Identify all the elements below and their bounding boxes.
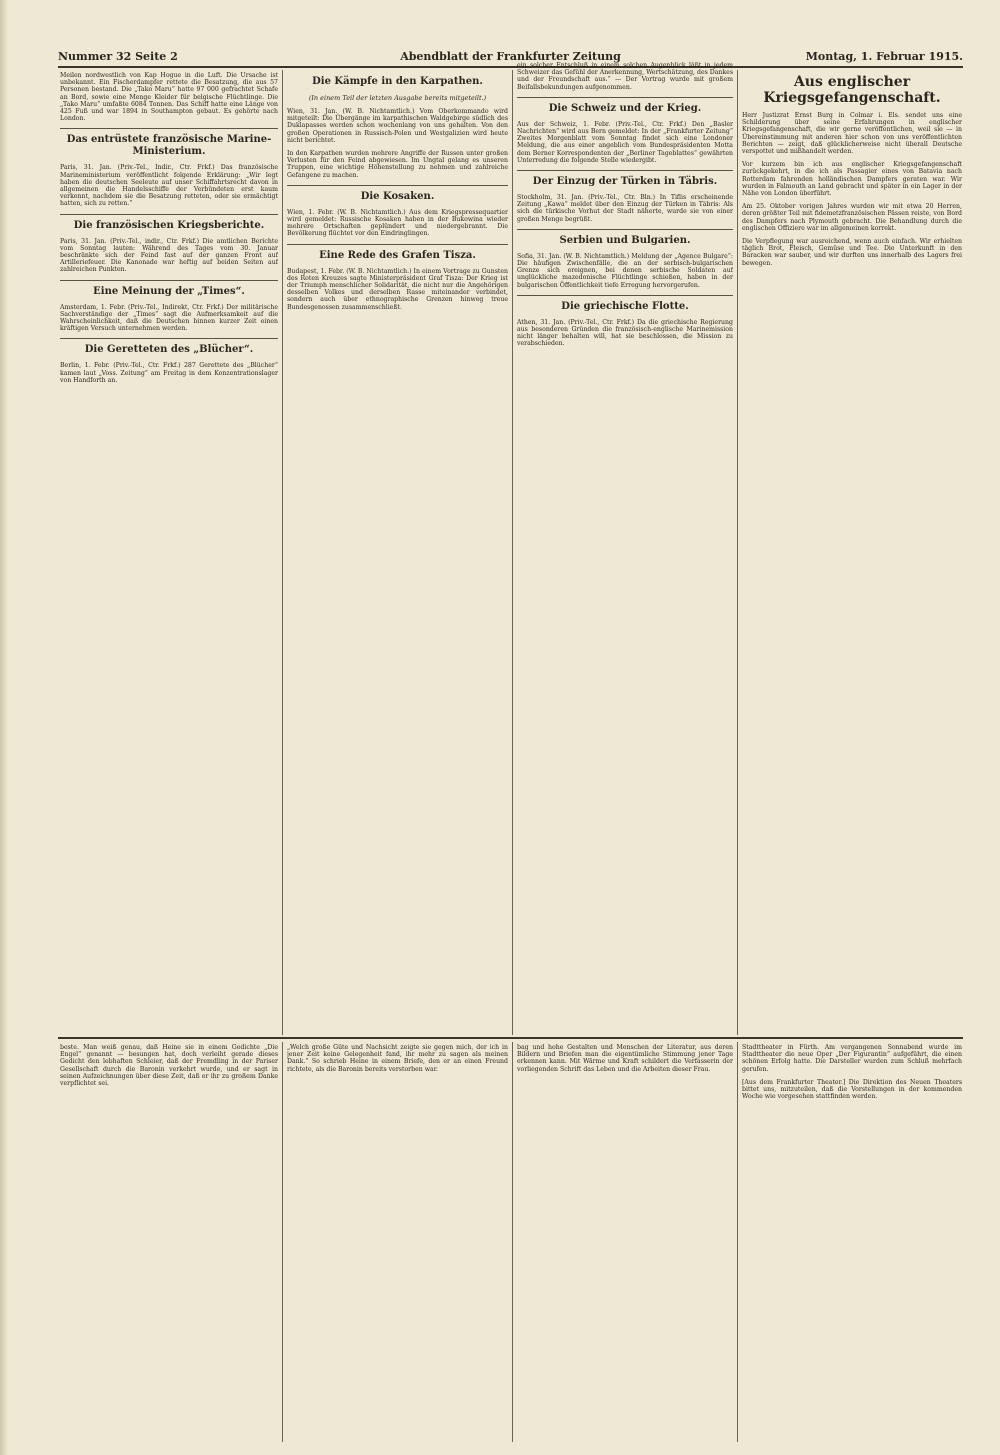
column-rule <box>737 70 738 1035</box>
feuilleton-column-2 <box>287 1044 508 1442</box>
column-1 <box>60 72 278 1034</box>
headline-schweiz: Die Schweiz und der Krieg. <box>548 102 702 114</box>
column-rule <box>512 70 513 1035</box>
newspaper-title: Abendblatt der Frankfurter Zeitung <box>400 50 621 63</box>
issue-date: Montag, 1. Februar 1915. <box>805 50 963 63</box>
headline-tisza: Eine Rede des Grafen Tisza. <box>319 249 476 261</box>
article-text: Paris, 31. Jan. (Priv.-Tel., Indir., Ctr. Frkf.) Das französische Marineministerium veröffentlicht folgende Erklärung: „Wir legt haben die deutschen Seeleute auf unser Schiffahrtsrecht davon in allgemeinen die Handelsschiffe der Verbündeten erst kaum verkennt, nachdem sie die Besatzung retteten, oder sie ermächtigt hatten, sich zu retten.“ <box>60 164 278 208</box>
feuilleton-text: [Aus dem Frankfurter Theater.] Die Direktion des Neuen Theaters bittet uns, mitzuteilen, daß die Vorstellungen in der kommenden Woche wie vorgesehen stattfinden werden. <box>742 1078 962 1101</box>
article-text: In den Karpathen wurden mehrere Angriffe der Russen unter großen Verlusten für den Feind abgewiesen. Im Ungtal gelang es unseren Truppen, eine wichtige Höhenstellung zu nehmen und zahlreiche Gefangene zu machen. <box>287 150 508 179</box>
feuilleton-text: bag und hohe Gestalten und Menschen der Literatur, aus deren Bildern und Briefen man die eigentümliche Stimmung jener Tage erkennen kann. Mit Wärme und Kraft schildert die Verfasserin der vorliegenden Schrift das Leben und die Arbeiten dieser Frau. <box>517 1044 733 1073</box>
article-text: Paris, 31. Jan. (Priv.-Tel., indir., Ctr. Frkf.) Die amtlichen Berichte vom Sonntag lauten: Während des Tages vom 30. Januar beschränkte sich der Feind fast auf der ganzen Front auf Artilleriefeuer. Die Kanonade war heftig auf beiden Seiten auf zahlreichen Punkten. <box>60 237 278 274</box>
column-3 <box>517 62 733 1034</box>
feuilleton-text: „Welch große Güte und Nachsicht zeigte sie gegen mich, der ich in jener Zeit keine Gelegenheit fand, ihr mehr zu sagen als meinen Dank.“ So schrieb Heine in einem Briefe, den er an einen Freund richtete, als die Baronin bereits verstorben war. <box>287 1044 508 1073</box>
article-continuation: Meilen nordwestlich von Kap Hogue in die Luft. Die Ursache ist unbekannt. Ein Fischerdampfer rettete die Besatzung, die aus 57 Personen bestand. Die „Tako Maru“ hatte 97 000 gefrachtet Schafe an Bord, sowie eine Menge Kleider für belgische Flüchtlinge. Die „Tako Maru“ umfaßte 6084 Tonnen. Das Schiff hatte eine Länge von 425 Fuß und war 1894 in Southampton gebaut. Es gehörte nach London. <box>60 72 278 123</box>
headline-marine-ministerium: Das entrüstete französische Marine-Ministerium. <box>66 134 272 158</box>
article-text: Wien, 1. Febr. (W. B. Nichtamtlich.) Aus dem Kriegspressequartier wird gemeldet: Russische Kosaken haben in der Bukowina wieder mehrere Ortschaften geplündert und niedergebrannt. Die Bevölkerung flüchtet vor den Eindringlingen. <box>287 208 508 238</box>
issue-number: Nummer 32 Seite 2 <box>58 50 178 63</box>
article-text: Stockholm, 31. Jan. (Priv.-Tel., Ctr. Bln.) In Tiflis erscheinende Zeitung „Kawa“ meldet über den Einzug der Türken in Täbris: Als sich die türkische Vorhut der Stadt näherte, wurde sie von einer großen Menge begrüßt. <box>517 194 733 223</box>
headline-kriegsberichte: Die französischen Kriegsberichte. <box>73 219 265 231</box>
article-text: Herr Justizrat Ernst Burg in Colmar i. Els. sendet uns eine Schilderung über seine Erfahrungen in englischer Kriegsgefangenschaft, die wir gerne veröffentlichen, weil sie — in Übereinstimmung mit anderen hier schon von uns veröffentlichten Berichten — zeigt, daß glücklicherweise nicht überall Deutsche verspottet und mißhandelt werden. <box>742 112 962 156</box>
feuilleton-column-3 <box>517 1044 733 1442</box>
headline-bluecher: Die Geretteten des „Blücher“. <box>84 344 254 356</box>
feuilleton-divider <box>58 1037 963 1039</box>
article-continuation: ein solcher Entschluß in einem solchen Augenblick läßt in jedem Schweizer das Gefühl der Anerkennung, Wertschätzung, des Dankes und der Freundschaft aus.“ — Der Vortrag wurde mit großem Beifallsbekundungen aufgenommen. <box>517 62 733 91</box>
page-fold-shadow <box>0 0 8 1455</box>
headline-times: Eine Meinung der „Times“. <box>93 285 245 297</box>
article-text: Wien, 31. Jan. (W. B. Nichtamtlich.) Vom Oberkommando wird mitgeteilt: Die Übergänge im karpathischen Waldgebirge südlich des Duklapasses werden schon wochenlang von uns gehalten. Von den großen Operationen in Russisch-Polen und Westgalizien wird heute nicht berichtet. <box>287 108 508 144</box>
article-text: Am 25. Oktober vorigen Jahres wurden wir mit etwa 20 Herren, deren größter Teil mit fidemetzfranzösischen Pässen reiste, von Bord des Dampfers nach Plymouth gebracht. Die Behandlung durch die englischen Offiziere war im allgemeinen korrekt. <box>742 203 962 232</box>
article-text: Berlin, 1. Febr. (Priv.-Tel., Ctr. Frkf.) 287 Gerettete des „Blücher“ kamen laut „Voss. Zeitung“ am Freitag in dem Konzentrationslager von Handforth an. <box>60 362 278 384</box>
article-text: Sofia, 31. Jan. (W. B. Nichtamtlich.) Meldung der „Agence Bulgare“: Die häufigen Zwischenfälle, die an der serbisch-bulgarischen Grenze sich ereignen, bei denen serbische Soldaten auf unglückliche mazedonische Flüchtlinge schießen, haben in der bulgarischen Öffentlichkeit tiefe Erregung hervorgerufen. <box>517 252 733 289</box>
feuilleton-text: Stadttheater in Fürth. Am vergangenen Sonnabend wurde im Stadttheater die neue Oper „Der Figurantin“ aufgeführt, die einen schönen Erfolg hatte. Die Darsteller wurden zum Schluß mehrfach gerufen. <box>742 1044 962 1073</box>
article-text: Die Verpflegung war ausreichend, wenn auch einfach. Wir erhielten täglich Brot, Fleisch, Gemüse und Tee. Die Unterkunft in den Baracken war sauber, und wir durften uns innerhalb des Lagers frei bewegen. <box>742 238 962 267</box>
feuilleton-column-4 <box>742 1044 962 1442</box>
feuilleton-text: beste. Man weiß genau, daß Heine sie in einem Gedichte „Die Engel“ genannt — besungen hat, doch verleiht gerade dieses Gedicht den lebhaften Schleier, daß der Fremdling in der Pariser Gesellschaft durch die Baronin verkehrt wurde, und er sagt in seinen Aufzeichnungen über diese Zeit, daß er ihr zu großem Danke verpflichtet sei. <box>60 1044 278 1088</box>
headline-kosaken: Die Kosaken. <box>360 190 435 202</box>
headline-karpathen: Die Kämpfe in den Karpathen. <box>312 76 483 87</box>
article-text: Athen, 31. Jan. (Priv.-Tel., Ctr. Frkf.) Da die griechische Regierung aus besonderen Gründen die französisch-englische Marinemission nicht länger behalten will, hat sie beschlossen, die Mission zu verabschieden. <box>517 318 733 348</box>
article-text: Budapest, 1. Febr. (W. B. Nichtamtlich.) In einem Vortrage zu Gunsten des Roten Kreuzes sagte Ministerpräsident Graf Tisza: Der Krieg ist der Triumph menschlicher Solidarität, die nicht nur die Angehörigen desselben Volkes und derselben Rasse miteinander verbindet, sondern auch über ethnographische Grenzen hinweg treue Bundesgenossen zusammenschließt. <box>287 267 508 311</box>
editor-note: (In einem Teil der letzten Ausgabe bereits mitgeteilt.) <box>308 94 487 102</box>
article-text: Vor kurzem bin ich aus englischer Kriegsgefangenschaft zurückgekehrt, in die ich als Passagier eines von Batavia nach Rotterdam fahrenden holländischen Dampfers geraten war. Wir wurden in Falmouth an Land gebracht und später in ein Lager in der Nähe von London überführt. <box>742 161 962 198</box>
column-rule <box>282 1042 283 1442</box>
column-rule <box>737 1042 738 1442</box>
headline-serbien-bulgarien: Serbien und Bulgarien. <box>559 234 691 246</box>
column-rule <box>282 70 283 1035</box>
article-text: Amsterdam, 1. Febr. (Priv.-Tel., Indirekt, Ctr. Frkf.) Der militärische Sachverständige der „Times“ sagt die Aufmerksamkeit auf die Wahrscheinlichkeit, daß die Deutschen binnen kurzer Zeit einen kräftigen Versuch unternehmen werden. <box>60 303 278 333</box>
headline-taebris: Der Einzug der Türken in Täbris. <box>532 176 718 188</box>
masthead <box>58 50 963 68</box>
column-rule <box>512 1042 513 1442</box>
article-text: Aus der Schweiz, 1. Febr. (Priv.-Tel., Ctr. Frkf.) Den „Basler Nachrichten“ wird aus Bern gemeldet: In der „Frankfurter Zeitung“ Zweites Morgenblatt vom Sonntag findet sich eine Londoner Meldung, die aus einer angeblich vom Bundespräsidenten Motta dem Berner Korrespondenten der „Berliner Tageblattes“ gewährten Unterredung die folgende Stelle wiedergibt. <box>517 120 733 164</box>
headline-griechische-flotte: Die griechische Flotte. <box>561 300 689 312</box>
headline-kriegsgefangenschaft: Aus englischer Kriegsgefangenschaft. <box>763 74 941 106</box>
column-2 <box>287 72 508 1034</box>
column-4 <box>742 70 962 1034</box>
feuilleton-column-1 <box>60 1044 278 1442</box>
